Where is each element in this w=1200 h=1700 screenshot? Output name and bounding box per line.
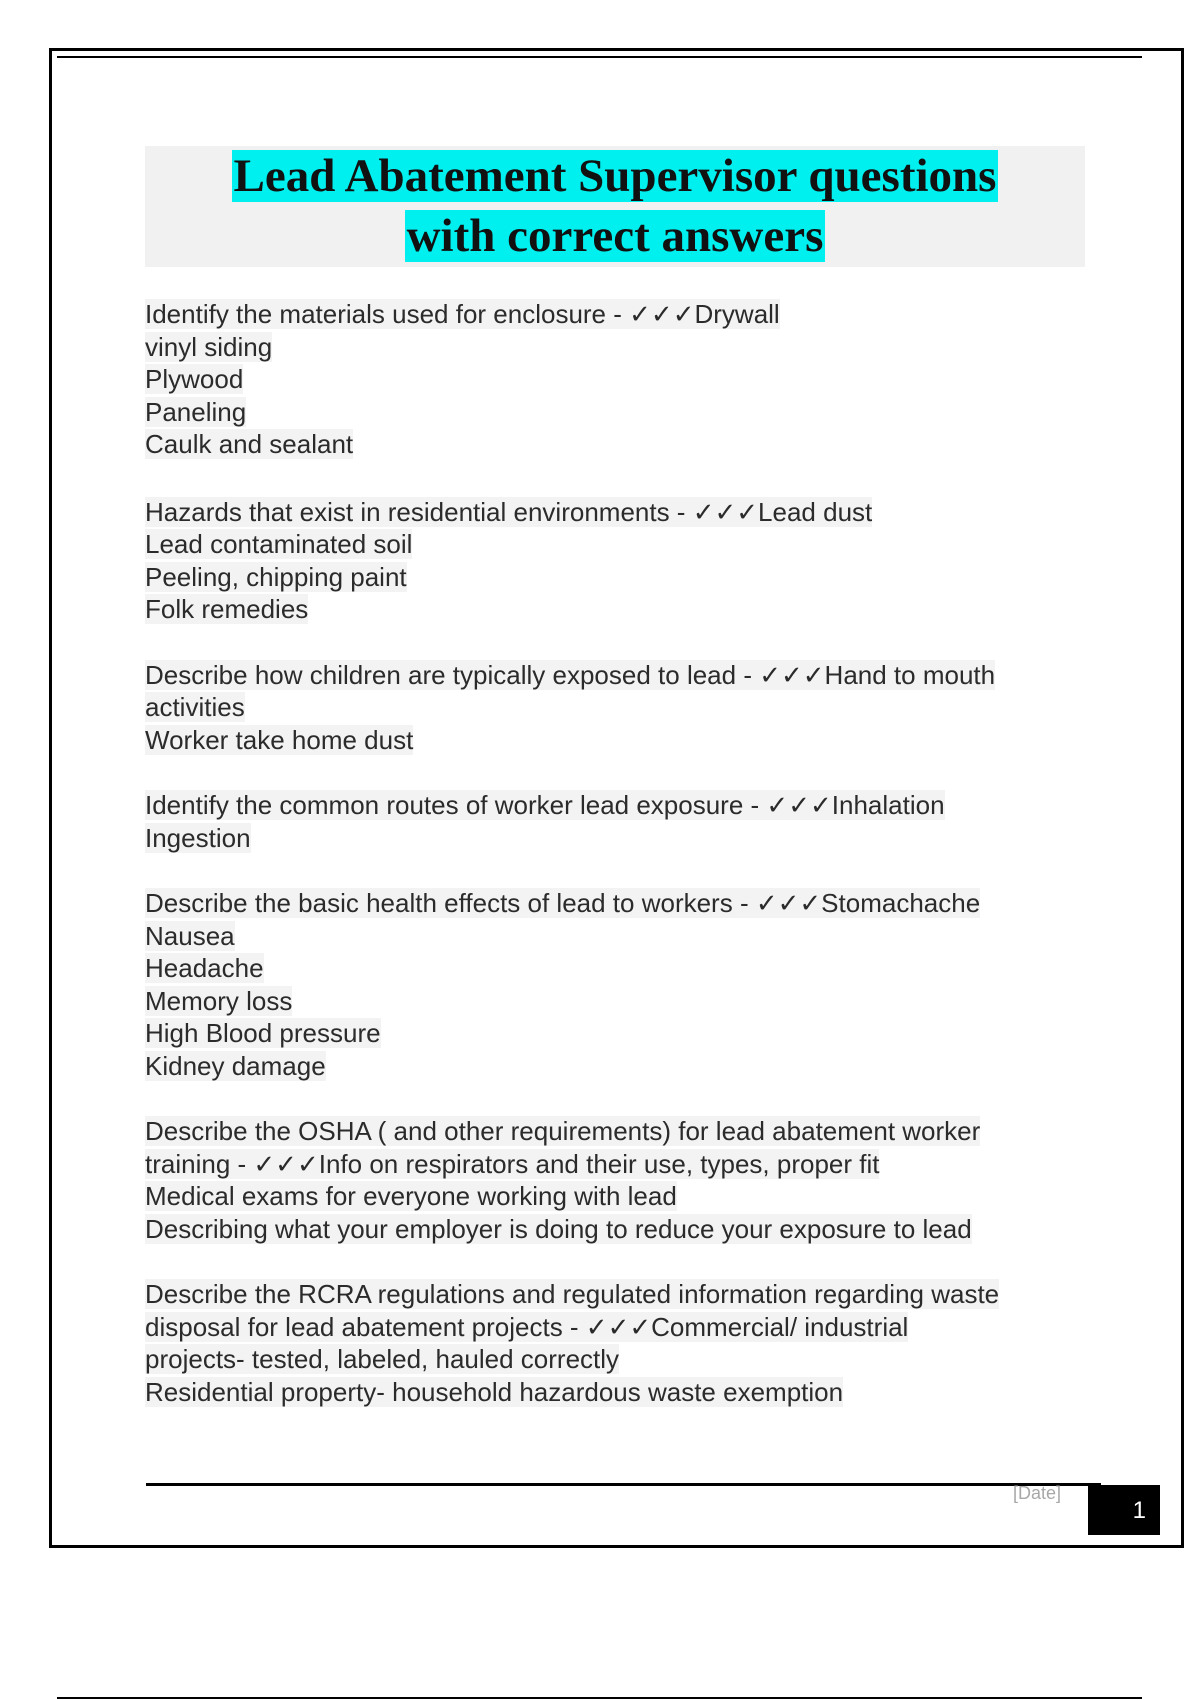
qa-answer-line: Describing what your employer is doing to reduce your exposure to lead bbox=[145, 1213, 972, 1244]
qa-answer-line: Lead contaminated soil bbox=[145, 529, 413, 559]
qa-item bbox=[145, 1115, 1085, 1245]
qa-answer-line: High Blood pressure bbox=[145, 1018, 381, 1048]
qa-question-line: Describe the basic health effects of lead to workers - ✓✓✓Stomachache bbox=[145, 888, 981, 918]
qa-item bbox=[145, 789, 1085, 854]
qa-list bbox=[145, 298, 1085, 1441]
qa-question-line: Identify the common routes of worker lead exposure - ✓✓✓Inhalation bbox=[145, 790, 945, 820]
qa-answer-line: Ingestion bbox=[145, 822, 251, 853]
qa-item bbox=[145, 1278, 1085, 1408]
qa-answer-line: Headache bbox=[145, 953, 264, 983]
qa-question-line: Describe the OSHA ( and other requirements) for lead abatement worker bbox=[145, 1116, 981, 1146]
qa-item bbox=[145, 496, 1085, 626]
qa-answer-line: Worker take home dust bbox=[145, 724, 414, 755]
document-title bbox=[145, 146, 1085, 267]
qa-question-line: Hazards that exist in residential environments - ✓✓✓Lead dust bbox=[145, 496, 873, 527]
qa-answer-line: disposal for lead abatement projects - ✓✓✓Commercial/ industrial bbox=[145, 1311, 909, 1342]
qa-item bbox=[145, 887, 1085, 1082]
footer-date: [Date] bbox=[1013, 1483, 1062, 1503]
qa-item bbox=[145, 298, 1085, 461]
qa-answer-line: activities bbox=[145, 692, 245, 722]
qa-answer-line: Nausea bbox=[145, 920, 235, 951]
qa-answer-line: Residential property- household hazardous waste exemption bbox=[145, 1376, 844, 1407]
qa-answer-line: projects- tested, labeled, hauled correctly bbox=[145, 1344, 620, 1374]
next-page-rule bbox=[57, 1697, 1142, 1699]
qa-answer-line: Caulk and sealant bbox=[145, 429, 354, 459]
qa-answer-line: Memory loss bbox=[145, 985, 293, 1016]
qa-answer-line: Folk remedies bbox=[145, 594, 309, 624]
footer-rule bbox=[146, 1483, 1101, 1486]
qa-question-line: Describe how children are typically exposed to lead - ✓✓✓Hand to mouth bbox=[145, 659, 996, 690]
qa-answer-line: Kidney damage bbox=[145, 1050, 326, 1081]
qa-question-line: Describe the RCRA regulations and regulated information regarding waste bbox=[145, 1279, 1000, 1309]
qa-answer-line: Medical exams for everyone working with lead bbox=[145, 1181, 677, 1211]
qa-answer-line: Peeling, chipping paint bbox=[145, 561, 407, 592]
title-line-2: with correct answers bbox=[406, 210, 824, 262]
qa-answer-line: Paneling bbox=[145, 396, 247, 427]
qa-item bbox=[145, 659, 1085, 757]
qa-answer-line: Plywood bbox=[145, 364, 244, 394]
header-rule bbox=[57, 56, 1142, 58]
page-number: 1 bbox=[1088, 1485, 1160, 1535]
qa-question-line: Identify the materials used for enclosure - ✓✓✓Drywall bbox=[145, 299, 780, 329]
title-line-1: Lead Abatement Supervisor questions bbox=[233, 150, 997, 202]
qa-answer-line: training - ✓✓✓Info on respirators and their use, types, proper fit bbox=[145, 1148, 880, 1179]
qa-answer-line: vinyl siding bbox=[145, 331, 273, 362]
